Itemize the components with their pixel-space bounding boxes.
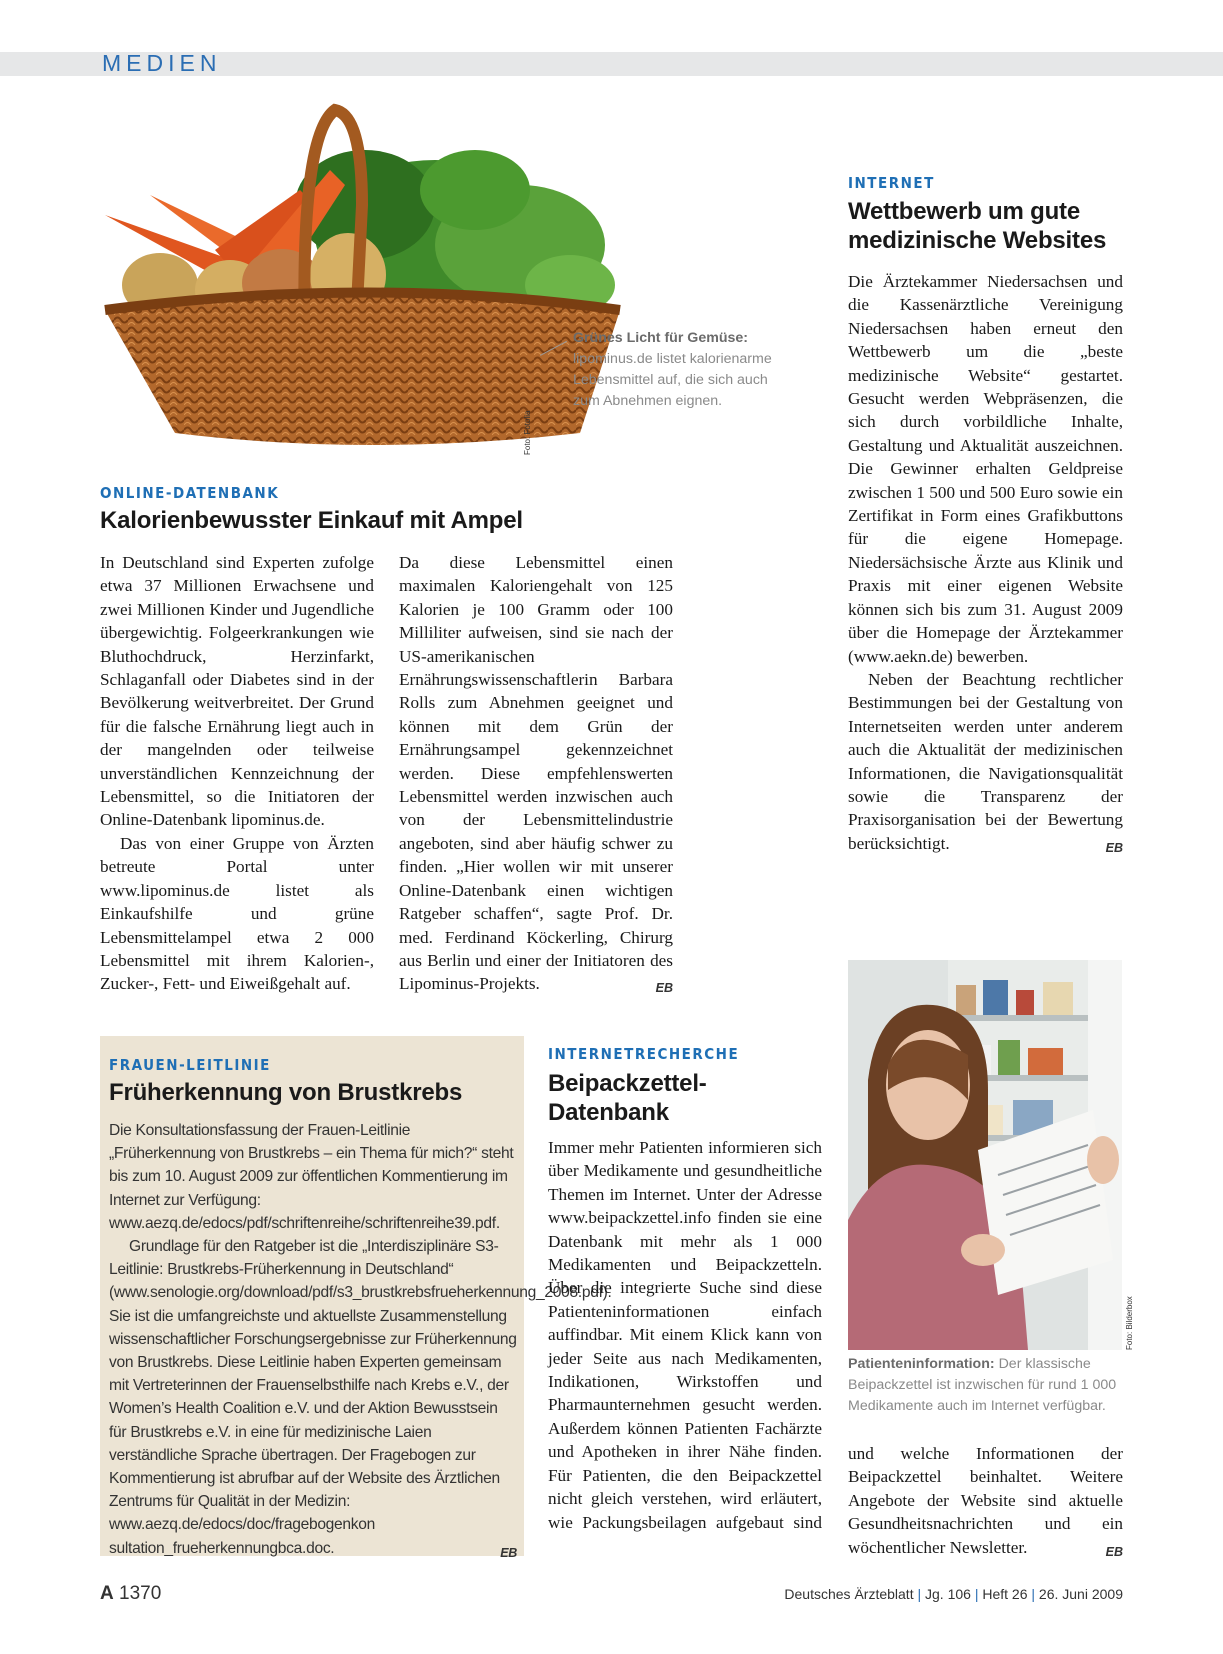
paragraph: Neben der Beachtung rechtlicher Bestimmungen bei der Gestaltung von Internetseiten werden unter anderem auch die Aktualität der medizinischen Informationen, die Navigationsqualität sowie die Transparenz der Praxisorganisation bei der Bewertung berücksichtigt. <box>848 669 1123 853</box>
patient-photo-caption <box>848 1354 1128 1417</box>
caption-text: lipominus.de listet kalorienarme Lebensmittel auf, die sich auch zum Abnehmen eignen. <box>573 351 772 409</box>
image-credit: Foto: Bilderbox <box>1125 1296 1134 1350</box>
vegetable-basket-image <box>100 95 640 460</box>
kicker-internetrecherche: INTERNETRECHERCHE <box>548 1045 740 1063</box>
signature-eb: EB <box>1105 840 1123 855</box>
paragraph: In Deutschland sind Experten zufolge etwa 37 Millionen Erwachsene und zwei Millionen Kinder und Jugendliche übergewichtig. Folgeerkrankungen wie Bluthochdruck, Herzinfarkt, Schlaganfall oder Diabetes sind in der Bevölkerung weitverbreitet. Der Grund für die falsche Ernährung liegt auch in der mangelnden oder teilweise unverständlichen Kennzeichnung der Lebensmittel, so die Initiatoren der Online-Datenbank lipominus.de. <box>100 553 374 830</box>
internet-article-body <box>848 270 1123 860</box>
patient-reading-leaflet-photo <box>848 960 1122 1350</box>
kicker-online-datenbank: ONLINE-DATENBANK <box>100 484 280 502</box>
kicker-frauen-leitlinie: FRAUEN-LEITLINIE <box>109 1056 271 1074</box>
headline-beipackzettel-datenbank <box>548 1069 828 1127</box>
journal-issue: Heft 26 <box>982 1586 1028 1602</box>
signature-eb: EB <box>500 1545 517 1560</box>
headline-kalorienbewusster-einkauf: Kalorienbewusster Einkauf mit Ampel <box>100 507 523 534</box>
paragraph: Da diese Lebensmittel einen maximalen Kaloriengehalt von 125 Kalorien je 100 Gramm oder 100 Milliliter aufweisen, sind sie nach der US-amerikanischen Ernährungswissenschaftlerin Barbara Rolls zum Abnehmen geeignet und können mit dem Grün der Ernährungsampel gekennzeichnet werden. Diese empfehlenswerten Lebensmittel werden inzwischen auch von der Lebensmittelindustrie angeboten, sind aber häufig schwer zu finden. „Hier wollen wir mit unserer Online-Datenbank einen wichtigen Ratgeber schaffen“, sagte Prof. Dr. med. Ferdinand Köckerling, Chirurg aus Berlin und einer der Initiatoren des Lipominus-Projekts. <box>399 553 673 994</box>
paragraph: Die Ärztekammer Niedersachsen und die Kassenärztliche Vereinigung Niedersachsen haben erneut den Wettbewerb um die „beste medizinische Website“ gestartet. Gesucht werden Webpräsenzen, die sich durch vorbildliche Inhalte, Gestaltung und Aktualität auszeichnen. Die Gewinner erhalten Geldpreise zwischen 1 500 und 500 Euro sowie ein Zertifikat in Form eines Grafikbuttons für die eigene Homepage. Niedersächsische Ärzte aus Klinik und Praxis mit einer eigenen Website können sich bis zum 31. August 2009 über die Homepage der Ärztekammer (www.aekn.de) bewerben. <box>848 272 1123 666</box>
paragraph: Die Konsultationsfassung der Frauen-Leitlinie „Früherkennung von Brustkrebs – ein Thema für mich?“ steht bis zum 10. August 2009 zur öffentlichen Kommentierung im Internet zur Verfügung: www.aezq.de/edocs/pdf/schriftenreihe/schriftenreihe39.pdf. <box>109 1122 514 1232</box>
journal-name: Deutsches Ärzteblatt <box>784 1586 914 1602</box>
caption-bold: Patienteninformation: <box>848 1356 995 1372</box>
section-label: MEDIEN <box>102 50 222 76</box>
headline-line: Datenbank <box>548 1099 669 1126</box>
paragraph: und welche Informationen der Beipackzettel beinhaltet. Weitere Angebote der Website sind aktuelle Gesundheitsnachrichten und ein wöchentlicher Newsletter. <box>848 1444 1123 1557</box>
headline-line: Beipackzettel- <box>548 1070 707 1097</box>
journal-volume: Jg. 106 <box>925 1586 971 1602</box>
paragraph: Grundlage für den Ratgeber ist die „Interdisziplinäre S3-Leitlinie: Brustkrebs-Früherkennung in Deutschland“ (www.senologie.org/download/pdf/s3_brustkrebsfrueherkennung_2008.pdf). Sie ist die umfangreichste und aktuellste Zusammenstellung wissenschaftlicher Forschungsergebnisse zur Früherkennung von Brustkrebs. Diese Leitlinie haben Experten gemeinsam mit Vertreterinnen der Frauenselbsthilfe nach Krebs e.V., der Women’s Health Coalition e.V. und der Aktion Bewusstsein für Brustkrebs e.V. in eine für medizinische Laien verständliche Sprache übertragen. Der Fragebogen zur Kommentierung ist abrufbar auf der Website des Ärztlichen Zentrums für Qualität in der Medizin: www.aezq.de/edocs/doc/fragebogenkon sultation_frueherkennungbca.doc. <box>109 1238 612 1557</box>
caption-text: Der klassische Beipackzettel ist inzwischen für rund 1 000 Medikamente auch im Internet verfügbar. <box>848 1356 1117 1414</box>
online-article-col1 <box>100 551 374 996</box>
signature-eb: EB <box>655 981 673 996</box>
signature-eb: EB <box>1105 1544 1123 1559</box>
paragraph: Das von einer Gruppe von Ärzten betreute Portal unter www.lipominus.de listet als Einkaufshilfe und grüne Lebensmittelampel etwa 2 000 Lebensmittel mit ihrem Kalorien-, Zucker-, Fett- und Eiweißgehalt auf. <box>100 833 374 994</box>
journal-date: 26. Juni 2009 <box>1038 1586 1123 1602</box>
caption-bold: Grünes Licht für Gemüse: <box>573 330 749 346</box>
online-article-col2 <box>399 551 673 1001</box>
page-number <box>100 1583 161 1605</box>
image-credit: Foto: Fotolia <box>523 410 532 455</box>
headline-wettbewerb: Wettbewerb um gute medizinische Websites <box>848 198 1107 254</box>
kicker-internet: INTERNET <box>848 174 935 192</box>
basket-caption <box>573 328 793 412</box>
page-number-value: 1370 <box>119 1583 162 1604</box>
beipack-article-col1 <box>548 1136 822 1534</box>
page-prefix: A <box>100 1583 114 1604</box>
frauen-leitlinie-body <box>109 1119 612 1565</box>
beipack-article-col2 <box>848 1442 1123 1564</box>
headline-frueherkennung-brustkrebs: Früherkennung von Brustkrebs <box>109 1079 463 1106</box>
journal-footer: Deutsches Ärzteblatt | Jg. 106 | Heft 26 | 26. Juni 2009 <box>784 1586 1123 1602</box>
paragraph: Immer mehr Patienten informieren sich über Medikamente und gesundheitliche Themen im Internet. Unter der Adresse www.beipackzettel.info finden sie eine Datenbank mit mehr als 1 000 Medikamenten und Beipackzetteln. Über die integrierte Suche sind diese Patienteninformationen einfach auffindbar. Mit einem Klick kann von jeder Seite aus nach Medikamenten, Indikationen, Wirkstoffen und Pharmaunternehmen gesucht werden. Außerdem können Patienten Fachärzte und Apotheken in ihrer Nähe finden. Für Patienten, die den Beipackzettel nicht gleich verstehen, wird erläutert, wie Packungsbeilagen aufgebaut sind <box>548 1138 822 1532</box>
